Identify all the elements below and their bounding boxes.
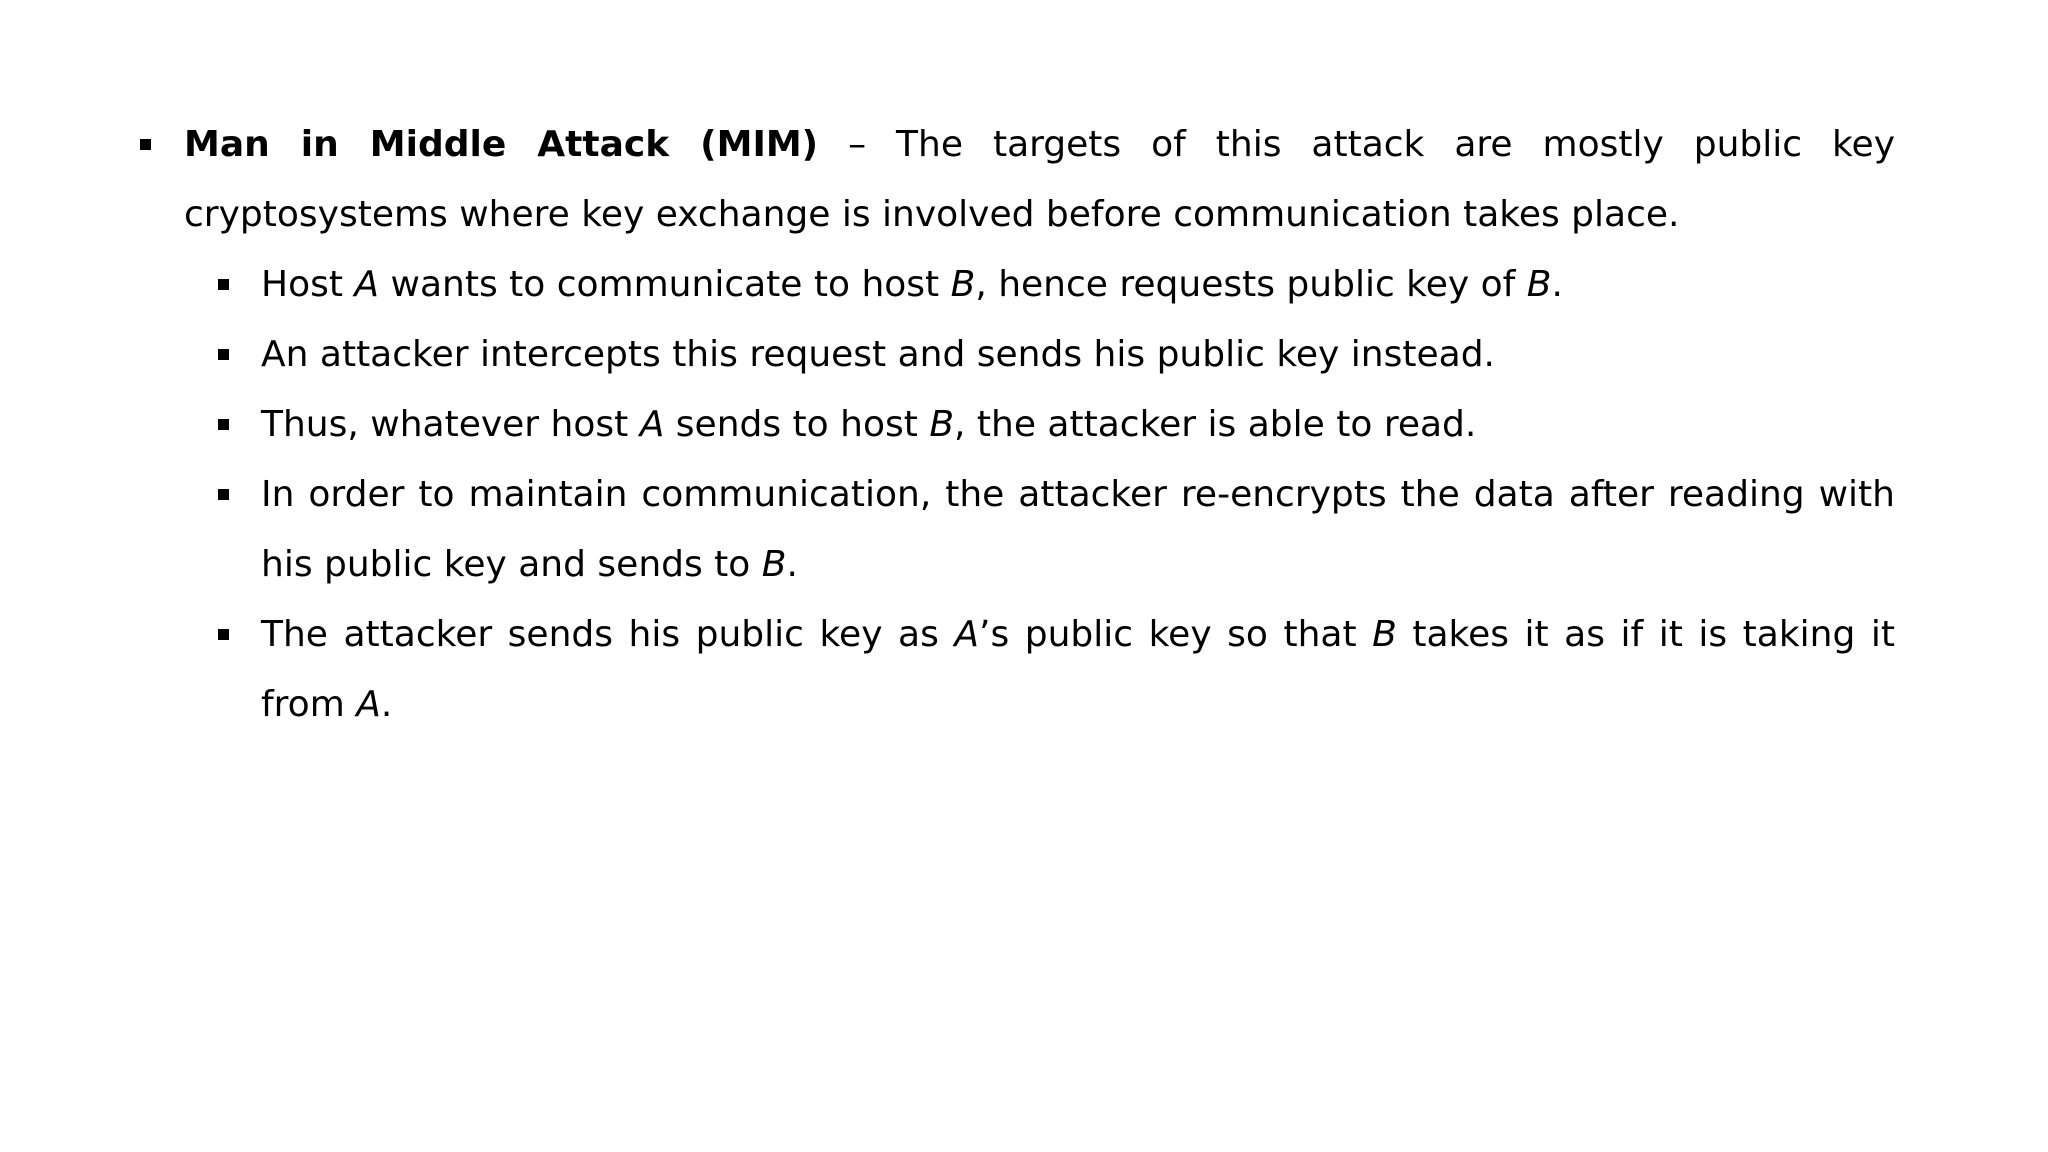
square-bullet-icon (218, 629, 229, 640)
term-heading: Man in Middle Attack (MIM) (184, 124, 819, 165)
sub-bullet-item-1 (218, 250, 1895, 320)
italic-variable: B (929, 404, 955, 445)
dash-separator: – (818, 124, 897, 165)
text-span: Host (261, 264, 355, 305)
italic-variable: A (954, 614, 980, 655)
square-bullet-icon (140, 139, 151, 150)
sub-bullet-item-3 (218, 390, 1895, 460)
sub-bullet-item-2 (218, 320, 1895, 390)
text-span: wants to communicate to host (379, 264, 951, 305)
italic-variable: A (356, 684, 381, 725)
text-span: . (786, 544, 798, 585)
sub-bullet-item-4 (218, 460, 1895, 600)
text-span: Thus, whatever host (261, 404, 640, 445)
text-span: ’s public key so that (979, 614, 1373, 655)
text-span: sends to host (664, 404, 930, 445)
text-span: An attacker intercepts this request and sends his public key instead. (261, 334, 1495, 375)
square-bullet-icon (218, 279, 229, 290)
italic-variable: B (761, 544, 787, 585)
text-span: takes it as if it is taking it from (261, 614, 1895, 725)
text-span: . (1551, 264, 1563, 305)
bullet-item-mim (140, 110, 1895, 250)
text-span: , the attacker is able to read. (954, 404, 1477, 445)
bullet-list (140, 110, 1895, 740)
text-span: . (380, 684, 393, 725)
italic-variable: B (1372, 614, 1397, 655)
sub-bullet-item-5 (218, 600, 1895, 740)
square-bullet-icon (218, 349, 229, 360)
text-span: The attacker sends his public key as (261, 614, 955, 655)
italic-variable: B (950, 264, 976, 305)
text-span: , hence requests public key of (975, 264, 1527, 305)
italic-variable: B (1526, 264, 1552, 305)
term-description: The targets of this attack are mostly public key cryptosystems where key exchange is involved before communication takes place. (184, 124, 1896, 235)
italic-variable: A (354, 264, 380, 305)
square-bullet-icon (218, 419, 229, 430)
italic-variable: A (639, 404, 665, 445)
text-span: In order to maintain communication, the attacker re-encrypts the data after reading with his public key and sends to (261, 474, 1895, 585)
square-bullet-icon (218, 489, 229, 500)
